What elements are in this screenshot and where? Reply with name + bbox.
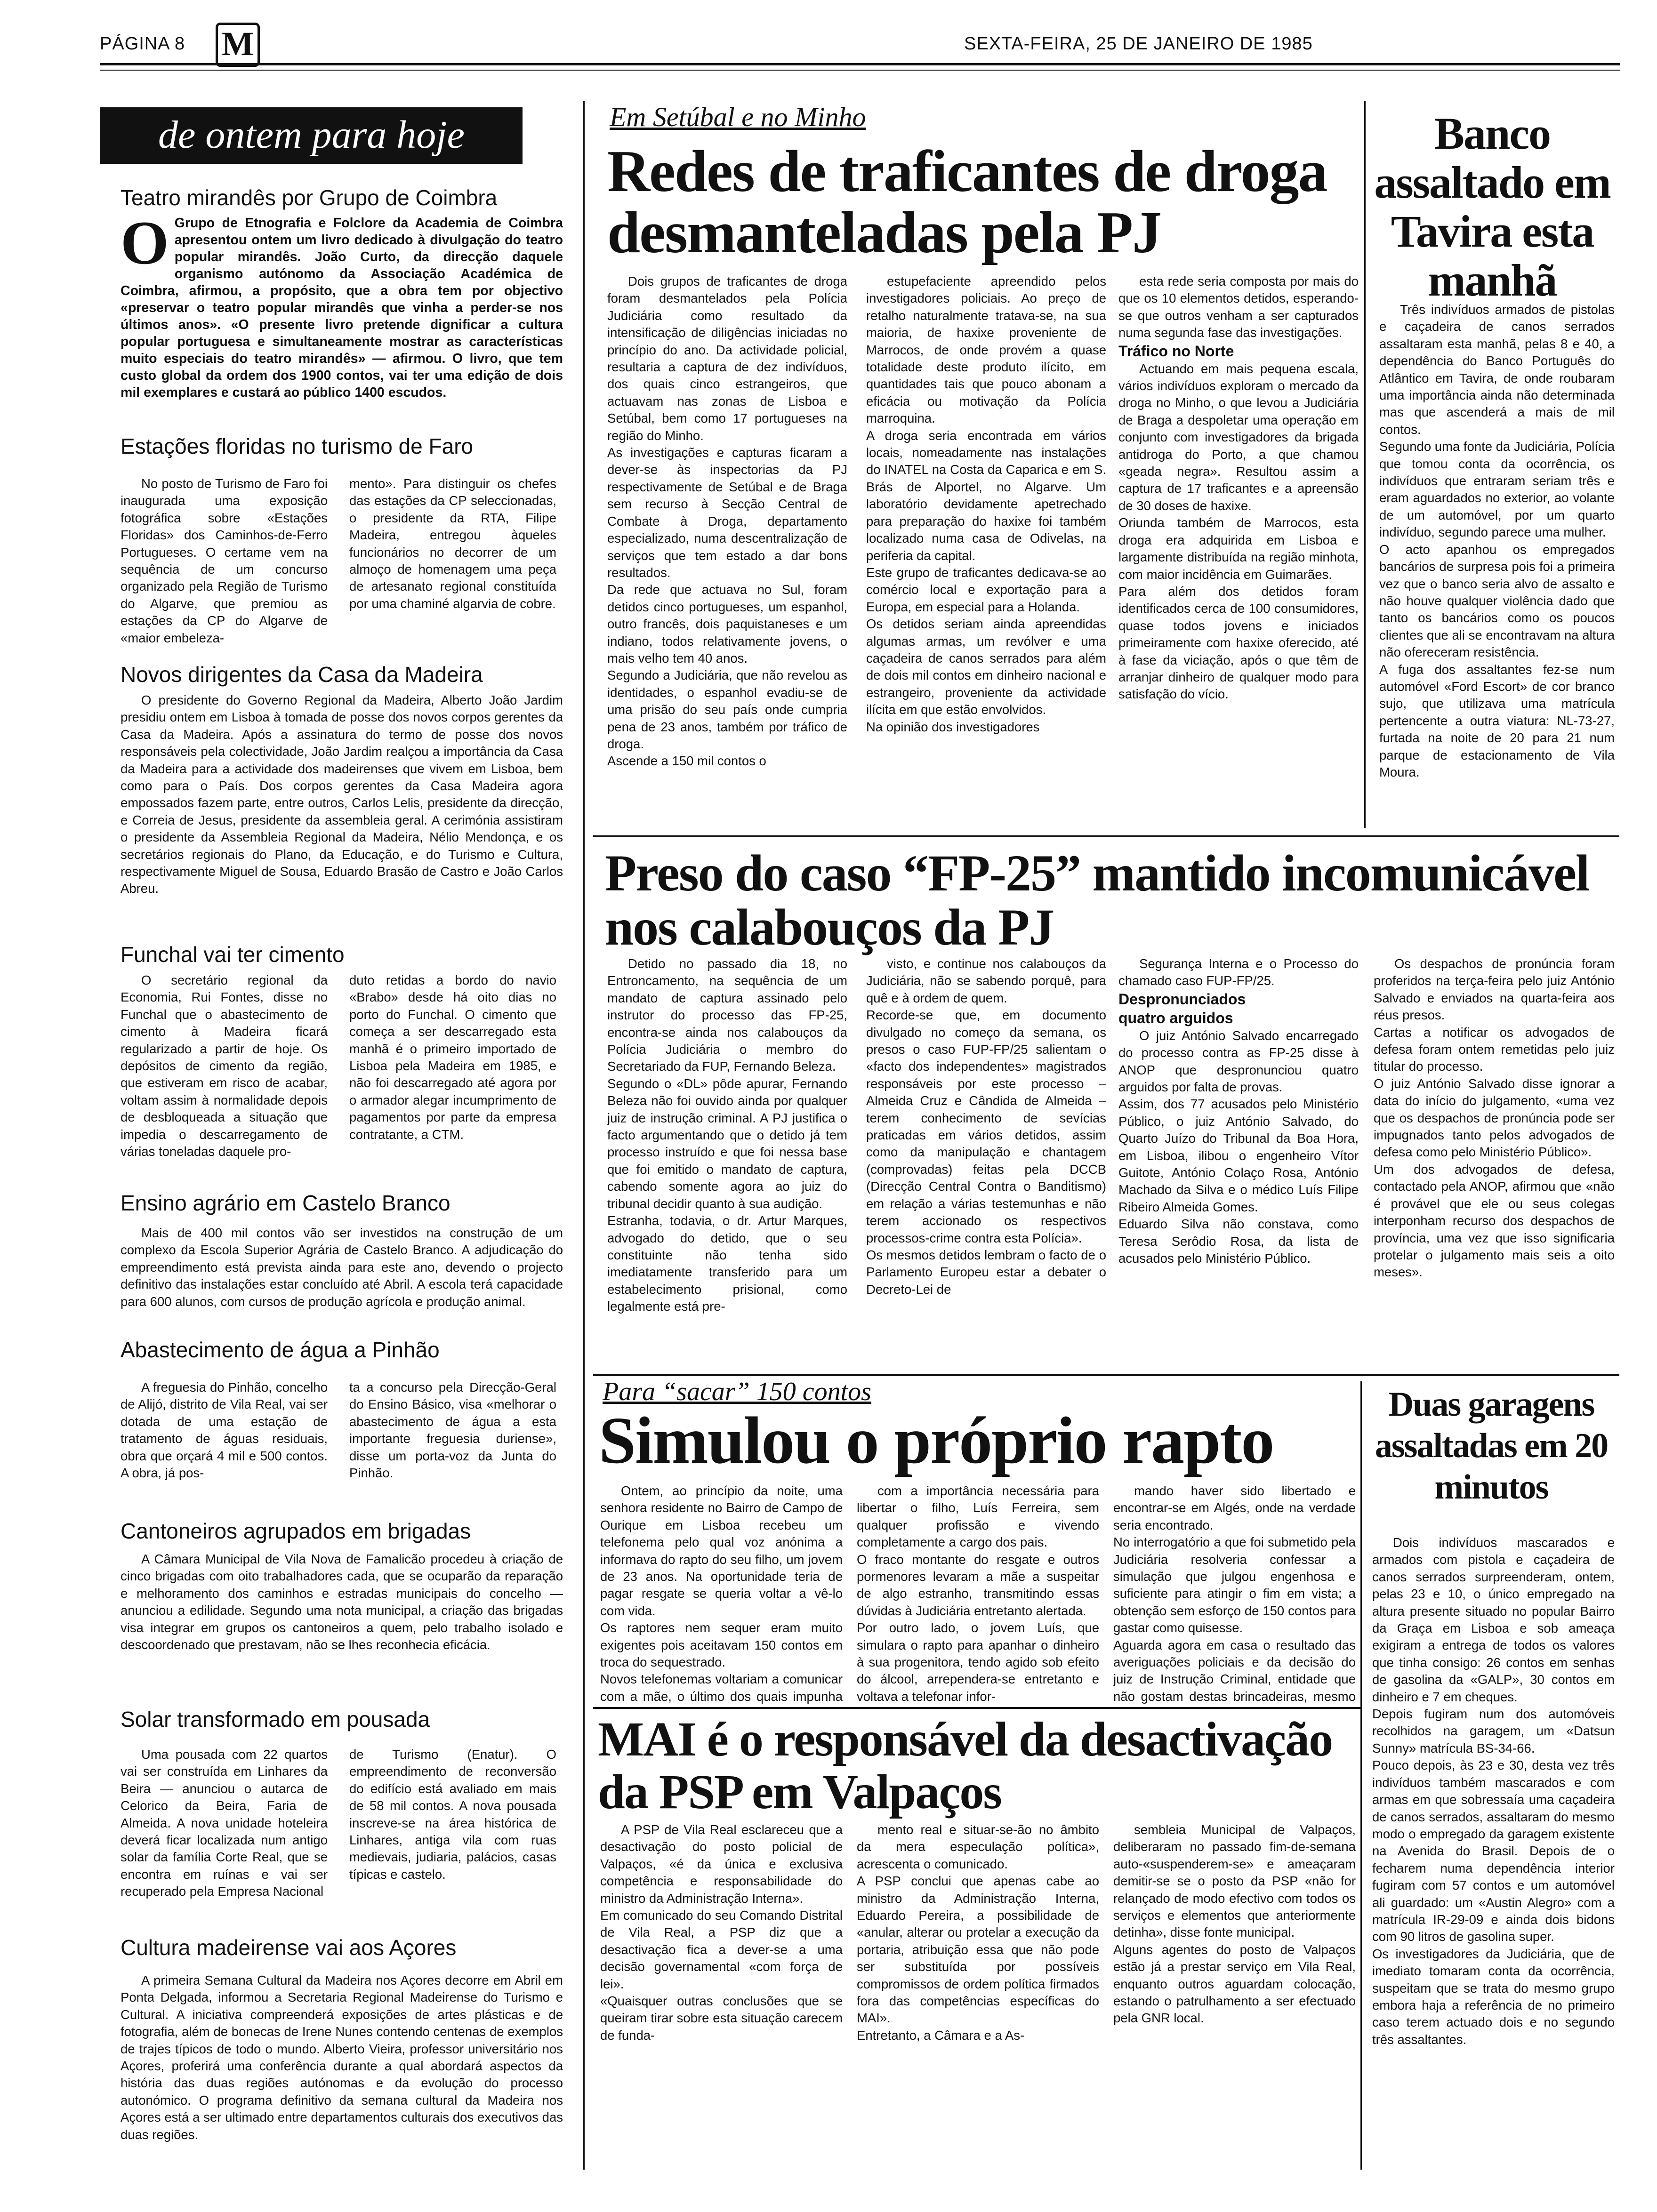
section-rule: [593, 1707, 1360, 1709]
bank-headline: Banco assaltado em Tavira esta manhã: [1374, 108, 1610, 305]
issue-date: SEXTA-FEIRA, 25 DE JANEIRO DE 1985: [964, 34, 1313, 54]
kidnap-headline: Simulou o próprio rapto: [599, 1403, 1274, 1477]
brief-body-funchal-col1: O secretário regional da Economia, Rui Fontes, disse no Funchal que o abastecimento de cimento à Madeira ficará regularizado a partir de hoje. Os depósitos de cimento da região, que estiveram em risco de acabar, voltam assim à normalidade depois de desbloqueada a situação que impedia o descarregamento de várias toneladas daquele pro-: [121, 973, 328, 1159]
brief-title-acores: Cultura madeirense vai aos Açores: [121, 1935, 457, 1960]
header-rule-thin: [100, 70, 1620, 71]
kidnap-body-col3: mando haver sido libertado e encontrar-se em Algés, onde na verdade seria encontrado. No interrogatório a que foi submetido pela Judiciária resolveria confessar a simulação que julgou engenhosa e suficiente para atingir o fim em vista; a obtenção sem esforço de 150 contos para gastar como quisesse. Aguarda agora em casa o resultado das averiguações policiais e da decisão do juiz de Instrução Criminal, entidade que não gostam destas brincadeiras, mesmo: [1113, 1483, 1356, 1704]
page-number: PÁGINA 8: [100, 34, 185, 54]
brief-body-faro-col2: mento». Para distinguir os chefes das estações da CP seleccionadas, o presidente da RTA, Filipe Madeira, entregou àqueles funcionários no decorrer de um almoço de homenagem uma peça de artesanato regional constituída por uma chaminé algarvia de cobre.: [349, 476, 556, 611]
header-rule: [100, 63, 1620, 65]
fp25-body-col3: Segurança Interna e o Processo do chamado caso FUP-FP/25. Despronunciados quatro arguidos O juiz António Salvado encarregado do processo contra as FP-25 disse à ANOP que despronunciou quatro arguidos por falta de provas. Assim, dos 77 acusados pelo Ministério Público, o juiz António Salvado, do Quarto Juízo do Tribunal da Boa Hora, em Lisboa, ilibou o engenheiro Vítor Guitote, António Colaço Rosa, António Machado da Silva e o médico Luís Filipe Ribeiro Almeida Gomes. Eduardo Silva não constava, como Teresa Serôdio Rosa, da lista de acusados pelo Ministério Público.: [1118, 956, 1359, 1266]
brief-body-pinhao-col1: A freguesia do Pinhão, concelho de Alijó, distrito de Vila Real, vai ser dotada de uma estação de tratamento de águas residuais, obra que orçará 4 mil e 500 contos. A obra, já pos-: [121, 1380, 328, 1481]
psp-body-col3: sembleia Municipal de Valpaços, deliberaram no passado fim-de-semana auto-«suspenderem-se» e ameaçaram demitir-se se o posto da PSP «não for relançado de modo efectivo com todos os serviços e elementos que anteriormente detinha», disse fonte municipal. Alguns agentes do posto de Valpaços estão já a prestar serviço em Vila Real, enquanto outros aguardam colocação, estando o patrulhamento a ser efectuado pela GNR local.: [1113, 1822, 1356, 2026]
drugs-headline-1: Redes de traficantes de droga: [607, 139, 1327, 204]
column-rule: [583, 101, 585, 2170]
brief-body-teatro: O Grupo de Etnografia e Folclore da Academia de Coimbra apresentou ontem um livro dedicado à divulgação do teatro popular mirandês. João Curto, da direcção daquele organismo autónomo da Associação Académica de Coimbra, afirmou, a propósito, que a obra tem por objectivo «preservar o teatro popular mirandês que vinha a perder-se nos últimos anos». «O presente livro pretende dignificar a cultura popular portuguesa e simultaneamente mostrar as características muito especiais do teatro mirandês» — afirmou. O livro, que tem custo global da ordem dos 1900 contos, vai ter uma edição de dois mil exemplares e custará ao público 1400 escudos.: [121, 215, 563, 400]
fp25-body-col1: Detido no passado dia 18, no Entroncamento, na sequência de um mandato de captura assinado pelo instrutor do processo das FP-25, encontra-se ainda nos calabouços da Polícia Judiciária o membro do Secretariado da FUP, Fernando Beleza. Segundo o «DL» pôde apurar, Fernando Beleza não foi ouvido ainda por qualquer juiz de instrução criminal. A PJ justifica o facto argumentando que o detido já tem processo instruído e que foi nessa base que foi emitido o mandato de captura, cabendo somente agora ao juiz do tribunal decidir quanto à sua audição. Estranha, todavia, o dr. Artur Marques, advogado do detido, que o seu constituinte não tenha sido imediatamente transferido para um estabelecimento prisional, como legalmente está pre-: [607, 956, 847, 1314]
fp25-body-col2: visto, e continue nos calabouços da Judiciária, não se sabendo porquê, para quê e à ordem de quem. Recorde-se que, em documento divulgado no começo da semana, os presos o caso FUP-FP/25 salientam o «facto dos independentes» magistrados responsáveis por este processo – Almeida Cruz e Cândida de Almeida – terem conhecimento de sevícias praticadas em vários detidos, assim como da manipulação e chantagem (comprovadas) feitas pela DCCB (Direcção Central Contra o Banditismo) em relação a várias testemunhas e não terem accionado os respectivos processos-crime contra esta Polícia». Os mesmos detidos lembram o facto de o Parlamento Europeu estar a debater o Decreto-Lei de: [866, 956, 1106, 1297]
brief-body-faro-col1: No posto de Turismo de Faro foi inaugurada uma exposição fotográfica sobre «Estações Floridas» dos Caminhos-de-Ferro Portugueses. O certame vem na sequência de um concurso organizado pela Região de Turismo do Algarve, que premiou as estações da CP do Algarve de «maior embeleza-: [121, 476, 328, 645]
brief-title-funchal: Funchal vai ter cimento: [121, 942, 345, 967]
brief-body-solar-col2: de Turismo (Enatur). O empreendimento de reconversão do edifício está avaliado em mais de 58 mil contos. A nova pousada inscreve-se na área histórica de Linhares, antiga vila com ruas medievais, judiaria, palácios, casas típicas e castelo.: [349, 1747, 556, 1882]
fp25-subhead-2: quatro arguidos: [1118, 1009, 1233, 1026]
brief-body-madeira: O presidente do Governo Regional da Madeira, Alberto João Jardim presidiu ontem em Lisboa à tomada de posse dos novos corpos gerentes da Casa da Madeira. Após a assinatura do termo de posse dos novos responsáveis pela colectividade, João Jardim realçou a importância da Casa da Madeira para a actividade dos madeirenses que vivem em Lisboa, bem como para o País. Dos corpos gerentes da Casa Madeira agora empossados fazem parte, entre outros, Carlos Lelis, presidente da direcção, e Correia de Jesus, presidente da assembleia geral. A cerimónia assistiram o presidente da Assembleia Regional da Madeira, Nélio Mendonça, e os secretários regionais do Plano, da Educação, e do Turismo e Cultura, respectivamente Miguel de Sousa, Eduardo Brasão de Castro e João Carlos Abreu.: [121, 693, 563, 896]
kidnap-kicker: Para “sacar” 150 contos: [603, 1377, 871, 1406]
psp-headline-2: da PSP em Valpaços: [598, 1765, 1001, 1819]
fp25-headline-1: Preso do caso “FP-25” mantido incomunicável: [605, 844, 1589, 902]
brief-title-ensino: Ensino agrário em Castelo Branco: [121, 1191, 450, 1215]
section-rule: [593, 1374, 1619, 1376]
kidnap-body-col2: com a importância necessária para libertar o filho, Luís Ferreira, sem qualquer profissão e vivendo completamente a cargo dos pais. O fraco montante do resgate e outros pormenores levaram a mãe a suspeitar de algo estranho, transmitindo essas dúvidas à Judiciária entretanto alertada. Por outro lado, o jovem Luís, que simulara o rapto para apanhar o dinheiro à sua progenitora, tendo agido sob efeito do álcool, arrependera-se entretanto e voltava a telefonar infor-: [857, 1483, 1099, 1704]
brief-title-solar: Solar transformado em pousada: [121, 1707, 430, 1731]
psp-body-col1: A PSP de Vila Real esclareceu que a desactivação do posto policial de Valpaços, «é da única e exclusiva competência e responsabilidade do ministro da Administração Interna». Em comunicado do seu Comando Distrital de Vila Real, a PSP diz que a desactivação fica a dever-se a uma decisão governamental «com força de lei». «Quaisquer outras conclusões que se queiram tirar sobre esta situação carecem de funda-: [600, 1822, 843, 2043]
drop-cap: O: [121, 215, 169, 277]
drugs-kicker: Em Setúbal e no Minho: [610, 102, 866, 132]
drugs-subhead: Tráfico no Norte: [1118, 342, 1234, 360]
drugs-body-col2: estupefaciente apreendido pelos investigadores policiais. Ao preço de retalho naturalmente tratava-se, na sua maioria, de haxixe proveniente de Marrocos, de onde provém a quase totalidade deste produto ilícito, em quantidades tais que pouco abonam a eficácia ou motivação da Polícia marroquina. A droga seria encontrada em vários locais, nomeadamente nas instalações do INATEL na Costa da Caparica e em S. Brás de Alportel, no Algarve. Um laboratório devidamente apetrechado para preparação do haxixe foi também localizado numa casa de Odivelas, na periferia da capital. Este grupo de traficantes dedicava-se ao comércio local e exportação para a Europa, em especial para a Holanda. Os detidos seriam ainda apreendidas algumas armas, um revólver e uma caçadeira de canos serrados para além de dois mil contos em dinheiro nacional e estrangeiro, proveniente da actividade ilícita em que estão envolvidos. Na opinião dos investigadores: [866, 274, 1106, 734]
section-banner: de ontem para hoje: [100, 107, 523, 164]
fp25-body-col4: Os despachos de pronúncia foram proferidos na terça-feira pelo juiz António Salvado e enviados na quarta-feira aos réus presos. Cartas a notificar os advogados de defesa foram ontem remetidas pelo juiz titular do processo. O juiz António Salvado disse ignorar a data do início do julgamento, «uma vez que os despachos de pronúncia pode ser impugnados tanto pelos advogados de defesa como pelo Ministério Público». Um dos advogados de defesa, contactado pela ANOP, afirmou que «não é provável que ele ou seus colegas interponham recurso dos despachos de província, uma vez que isso significaria protelar o julgamento mais seis a oito meses».: [1374, 956, 1615, 1280]
brief-body-funchal-col2: duto retidas a bordo do navio «Brabo» desde há oito dias no porto do Funchal. O cimento que começa a ser descarregado esta manhã é o primeiro importado de Lisboa pela Madeira em 1985, e não foi descarregado até agora por o armador alegar incumprimento de pagamentos por parte da empresa contratante, a CTM.: [349, 973, 556, 1142]
brief-body-ensino: Mais de 400 mil contos vão ser investidos na construção de um complexo da Escola Superior Agrária de Castelo Branco. A adjudicação do empreendimento está prevista ainda para este ano, devendo o projecto definitivo das instalações estar concluído até Abril. A escola terá capacidade para 600 alunos, com cursos de produção agrícola e produção animal.: [121, 1226, 563, 1309]
brief-title-teatro: Teatro mirandês por Grupo de Coimbra: [121, 185, 498, 210]
garages-headline: Duas garagens assaltadas em 20 minutos: [1375, 1385, 1608, 1507]
garages-body: Dois indivíduos mascarados e armados com pistola e caçadeira de canos serrados surpreenderam, ontem, pelas 23 e 10, o único empregado na altura presente situado no popular Bairro da Graça em Lisboa e sob ameaça exigiram a entrega de todos os valores que tinha consigo: 26 contos em senhas de gasolina da «GALP», 30 contos em dinheiro e 7 em cheques. Depois fugiram num dos automóveis recolhidos na garagem, um «Datsun Sunny» matrícula BS-34-66. Pouco depois, às 23 e 30, desta vez três indivíduos também mascarados e com armas em que sobressaía uma caçadeira de canos serrados, assaltaram do mesmo modo o empregado da garagem existente na Avenida do Brasil. Depois de o fecharem numa dependência interior fugiram com 57 contos e um automóvel ali guardado: um «Austin Alegro» com a matrícula IR-29-09 e ainda dois bidons com 90 litros de gasolina super. Os investigadores da Judiciária, que de imediato tomaram conta da ocorrência, suspeitam que se trata do mesmo grupo embora haja a referência de no primeiro caso terem actuado dois e no segundo três assaltantes.: [1372, 1535, 1615, 2047]
drugs-body-col3: esta rede seria composta por mais do que os 10 elementos detidos, esperando-se que outros venham a ser capturados numa segunda fase das investigações. Tráfico no Norte Actuando em mais pequena escala, vários indivíduos exploram o mercado da droga no Minho, o que levou a Judiciária de Braga a despoletar uma operação em conjunto com investigadores da brigada antidroga do Porto, a que chamou «geada negra». Resultou assim a captura de 17 traficantes e a apreensão de 30 doses de haxixe. Oriunda também de Marrocos, esta droga era adquirida em Lisboa e largamente distribuída na região minhota, com maior incidência em Guimarães. Para além dos detidos foram identificados cerca de 100 consumidores, quase todos jovens e iniciados primeiramente com haxixe oferecido, até à fase da viciação, após o que têm de arranjar dinheiro de qualquer modo para satisfação do vício.: [1118, 274, 1359, 702]
brief-title-faro: Estações floridas no turismo de Faro: [121, 434, 474, 458]
drugs-headline-2: desmanteladas pela PJ: [607, 200, 1161, 265]
column-rule: [1360, 1381, 1362, 2170]
psp-body-col2: mento real e situar-se-ão no âmbito da mera especulação política», acrescenta o comunicado. A PSP conclui que apenas cabe ao ministro da Administração Interna, Eduardo Pereira, a possibilidade de «anular, alterar ou protelar a execução da portaria, atribuição essa que não pode ser substituída por possíveis compromissos de ordem política firmados fora das competências específicas do MAI». Entretanto, a Câmara e a As-: [857, 1822, 1099, 2043]
brief-title-madeira: Novos dirigentes da Casa da Madeira: [121, 662, 483, 687]
brief-body-acores: A primeira Semana Cultural da Madeira nos Açores decorre em Abril em Ponta Delgada, informou a Secretaria Regional Madeirense do Turismo e Cultural. A iniciativa compreenderá exposições de artes plásticas e de fotografia, além de bonecas de Irene Nunes contendo centenas de exemplos de trajes típicos de todo o mundo. Alberto Vieira, professor universitário nos Açores, proferirá uma conferência durante a qual abordará aspectos da história das duas regiões autónomas e da evolução do processo autonómico. O programa definitivo da semana cultural da Madeira nos Açores está a ser ultimado entre departamentos culturais dos executivos das duas regiões.: [121, 1973, 563, 2142]
kidnap-body-col1: Ontem, ao princípio da noite, uma senhora residente no Bairro de Campo de Ourique em Lisboa recebeu um telefonema pelo qual voz anónima a informava do rapto do seu filho, um jovem de 23 anos. Na oportunidade teria de pagar resgate se queria voltar a vê-lo com vida. Os raptores nem sequer eram muito exigentes pois aceitavam 150 contos em troca do sequestrado. Novos telefonemas voltariam a comunicar com a mãe, o último dos quais impunha: [600, 1483, 843, 1704]
brief-body-pinhao-col2: ta a concurso pela Direcção-Geral do Ensino Básico, visa «melhorar o abastecimento de água a esta importante freguesia duriense», disse um porta-voz da Junta do Pinhão.: [349, 1380, 556, 1481]
section-rule: [593, 835, 1619, 837]
brief-body-cantoneiros: A Câmara Municipal de Vila Nova de Famalicão procedeu à criação de cinco brigadas com oito trabalhadores cada, que se ocuparão da reparação e melhoramento dos caminhos e estradas municipais do concelho — anunciou a edilidade. Segundo uma nota municipal, a criação das brigadas visa integrar em grupos os cantoneiros a quem, pelo trabalho isolado e descoordenado que prestavam, não se lhes reconhecia eficácia.: [121, 1552, 563, 1652]
brief-title-cantoneiros: Cantoneiros agrupados em brigadas: [121, 1519, 471, 1543]
drugs-body-col1: Dois grupos de traficantes de droga foram desmantelados pela Polícia Judiciária como resultado da intensificação de diligências iniciadas no princípio do ano. Da actividade policial, resultaria a captura de dez indivíduos, dos quais cinco estrangeiros, que actuavam nas zonas de Lisboa e Setúbal, bem como 17 portugueses na região do Minho. As investigações e capturas ficaram a dever-se às inspectorias da PJ respectivamente de Setúbal e de Braga sem recurso à Secção Central de Combate à Droga, departamento especializado, numa descentralização de serviços que tem estado a dar bons resultados. Da rede que actuava no Sul, foram detidos cinco portugueses, um espanhol, outro francês, dois paquistaneses e um indiano, todos relativamente jovens, o mais velho tem 40 anos. Segundo a Judiciária, que não revelou as identidades, o espanhol evadiu-se de uma prisão do seu país onde cumpria pena de 23 anos, também por tráfico de droga. Ascende a 150 mil contos o: [607, 274, 847, 769]
brief-title-pinhao: Abastecimento de água a Pinhão: [121, 1338, 440, 1362]
brief-body-solar-col1: Uma pousada com 22 quartos vai ser construída em Linhares da Beira — anunciou o autarca de Celorico da Beira, Faria de Almeida. A nova unidade hoteleira deverá ficar localizada num antigo solar da família Corte Real, que se encontra em ruínas e vai ser recuperado pela Empresa Nacional: [121, 1747, 328, 1899]
fp25-headline-2: nos calabouços da PJ: [605, 898, 1054, 956]
newspaper-logo: M: [216, 23, 260, 67]
psp-headline-1: MAI é o responsável da desactivação: [598, 1712, 1333, 1766]
fp25-subhead-1: Despronunciados: [1118, 990, 1246, 1008]
bank-body: Três indivíduos armados de pistolas e caçadeira de canos serrados assaltaram esta manhã, pelas 8 e 40, a dependência do Banco Português do Atlântico em Tavira, de onde roubaram uma importância ainda não determinada mas que ascenderá a mais de mil contos. Segundo uma fonte da Judiciária, Polícia que tomou conta da ocorrência, os indivíduos que entraram seriam três e eram aguardados no exterior, ao volante de um automóvel, por um quarto indivíduo, segundo parece uma mulher. O acto apanhou os empregados bancários de surpresa pois foi a primeira vez que o banco seria alvo de assalto e não houve qualquer violência dado que tanto os bancários como os poucos clientes que ali se encontravam na altura não ofereceram resistência. A fuga dos assaltantes fez-se num automóvel «Ford Escort» de cor branco sujo, que utilizava uma matrícula pertencente a outra viatura: NL-73-27, furtada na noite de 20 para 21 num parque de estacionamento de Vila Moura.: [1379, 302, 1615, 779]
